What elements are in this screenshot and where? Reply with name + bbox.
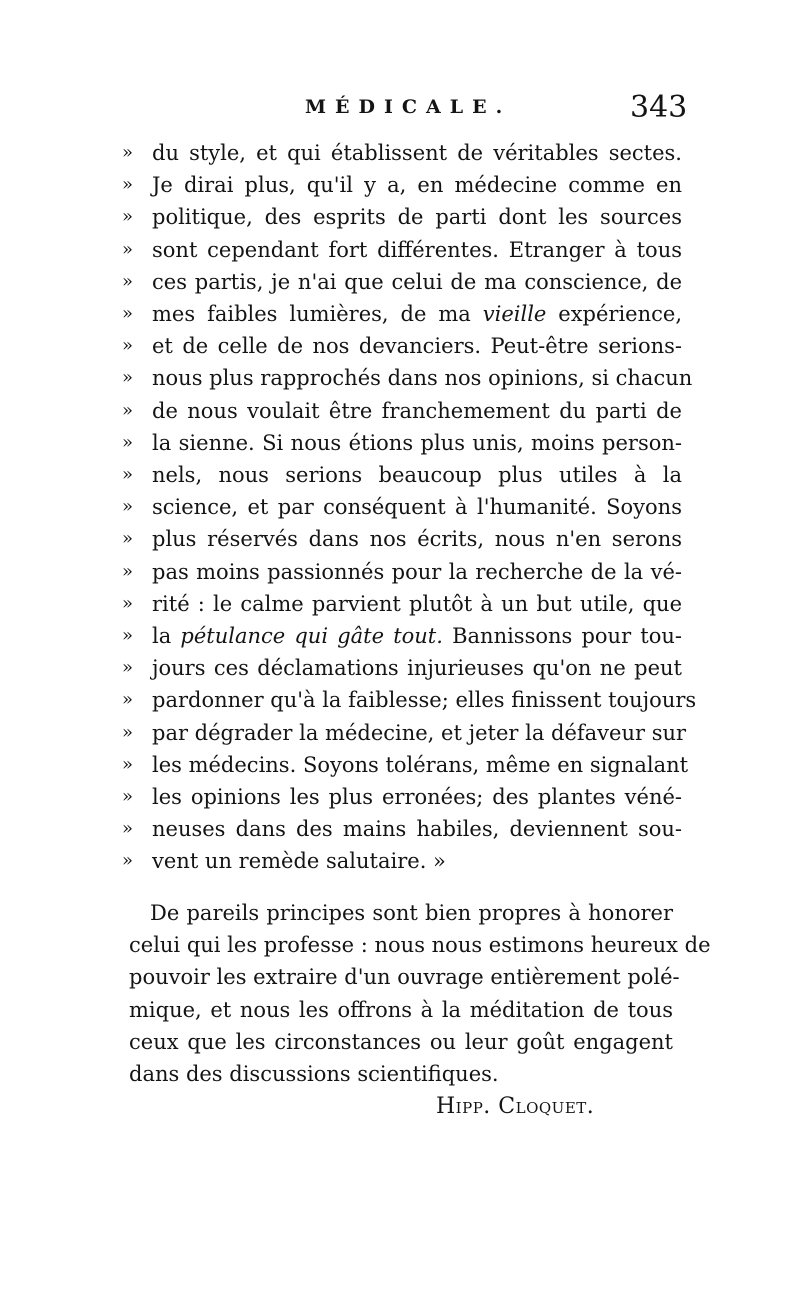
guillemet-marker: » <box>122 560 134 582</box>
guillemet-marker: » <box>122 431 134 453</box>
guillemet-marker: » <box>122 270 134 292</box>
guillemet-marker: » <box>122 303 134 324</box>
quote-line <box>122 717 687 749</box>
quote-text: par dégrader la médecine, et jeter la défaveur sur <box>152 720 687 745</box>
quote-text-segment: Bannissons pour tou- <box>442 624 682 648</box>
quote-text-segment: mes faibles lumières, de ma <box>152 302 483 326</box>
quote-line <box>122 234 682 266</box>
guillemet-marker: » <box>122 689 134 711</box>
paragraph-line: celui qui les professe : nous nous estimons heureux de <box>129 933 711 958</box>
quote-line <box>122 459 682 491</box>
quote-line <box>122 652 682 684</box>
guillemet-marker: » <box>122 335 134 357</box>
guillemet-marker: » <box>122 786 134 807</box>
quote-text: rité : le calme parvient plutôt à un but utile, que <box>152 591 682 616</box>
quote-text: de nous voulait être franchemement du parti de <box>152 398 682 423</box>
guillemet-marker: » <box>122 142 134 163</box>
italic-emphasis: pétulance qui gâte tout. <box>180 624 443 648</box>
quote-text: Je dirai plus, qu'il y a, en médecine comme en <box>152 173 682 198</box>
quote-line <box>122 362 693 394</box>
guillemet-marker: » <box>122 818 134 840</box>
author-signature: Hipp. Cloquet. <box>436 1094 595 1119</box>
paragraph-line: pouvoir les extraire d'un ouvrage entièrement polé- <box>129 965 680 990</box>
guillemet-marker: » <box>122 753 134 775</box>
quote-line <box>122 556 682 588</box>
guillemet-marker: » <box>122 625 134 646</box>
quote-text: du style, et qui établissent de véritables sectes. <box>152 141 682 165</box>
guillemet-marker: » <box>122 850 134 872</box>
quote-line <box>122 201 682 233</box>
quote-line <box>122 588 682 620</box>
quote-text: sont cependant fort différentes. Etranger à tous <box>152 237 682 262</box>
guillemet-marker: » <box>122 528 134 550</box>
quote-text-segment: expérience, <box>546 302 683 326</box>
quote-line <box>122 330 682 362</box>
quote-line <box>122 620 682 652</box>
quote-text: les opinions les plus erronées; des plantes véné- <box>152 785 682 809</box>
quote-text: nels, nous serions beaucoup plus utiles à la <box>152 463 682 487</box>
guillemet-marker: » <box>122 657 134 679</box>
italic-emphasis: vieille <box>482 302 547 326</box>
paragraph-line: dans des discussions scientifiques. <box>129 1062 499 1086</box>
quote-text <box>152 620 682 652</box>
quote-line <box>122 749 689 781</box>
quote-text: politique, des esprits de parti dont les sources <box>152 205 682 230</box>
guillemet-marker: » <box>122 496 134 518</box>
quote-line <box>122 137 682 169</box>
quote-line <box>122 169 682 201</box>
quote-line <box>122 266 682 298</box>
quote-text: jours ces déclamations injurieuses qu'on ne peut <box>152 656 682 681</box>
quote-line <box>122 813 682 845</box>
quote-text: ces partis, je n'ai que celui de ma conscience, de <box>152 269 682 294</box>
guillemet-marker: » <box>122 174 134 196</box>
page-number: 343 <box>630 90 688 125</box>
running-head: MÉDICALE. <box>305 96 512 118</box>
quote-text: plus réservés dans nos écrits, nous n'en serons <box>152 527 682 552</box>
paragraph-line: De pareils principes sont bien propres à honorer <box>150 901 673 925</box>
quote-line <box>122 781 682 813</box>
quote-text: science, et par conséquent à l'humanité. Soyons <box>152 495 682 520</box>
paragraph-line: mique, et nous les offrons à la méditation de tous <box>129 997 673 1022</box>
quote-line <box>122 427 682 459</box>
quote-line <box>122 395 682 427</box>
quote-line <box>122 298 682 330</box>
quote-line <box>122 684 697 716</box>
quote-text <box>152 298 682 330</box>
guillemet-marker: » <box>122 592 134 614</box>
guillemet-marker: » <box>122 367 134 389</box>
quote-text: neuses dans des mains habiles, deviennent sou- <box>152 817 682 842</box>
quote-text: nous plus rapprochés dans nos opinions, si chacun <box>152 366 693 391</box>
guillemet-marker: » <box>122 399 134 421</box>
quote-line <box>122 491 682 523</box>
quote-text: les médecins. Soyons tolérans, même en signalant <box>152 752 689 777</box>
quote-text: vent un remède salutaire. » <box>152 849 446 874</box>
quote-text: la sienne. Si nous étions plus unis, moins person- <box>152 430 682 455</box>
quote-text: pardonner qu'à la faiblesse; elles finissent toujours <box>152 688 697 713</box>
guillemet-marker: » <box>122 721 134 743</box>
quote-text-segment: la <box>152 624 181 648</box>
guillemet-marker: » <box>122 238 134 260</box>
guillemet-marker: » <box>122 464 134 485</box>
quote-text: pas moins passionnés pour la recherche de la vé- <box>152 559 682 584</box>
quote-line <box>122 845 682 877</box>
quote-line <box>122 523 682 555</box>
paragraph-line: ceux que les circonstances ou leur goût engagent <box>129 1029 673 1054</box>
quote-text: et de celle de nos devanciers. Peut-être serions- <box>152 334 682 359</box>
guillemet-marker: » <box>122 206 134 228</box>
